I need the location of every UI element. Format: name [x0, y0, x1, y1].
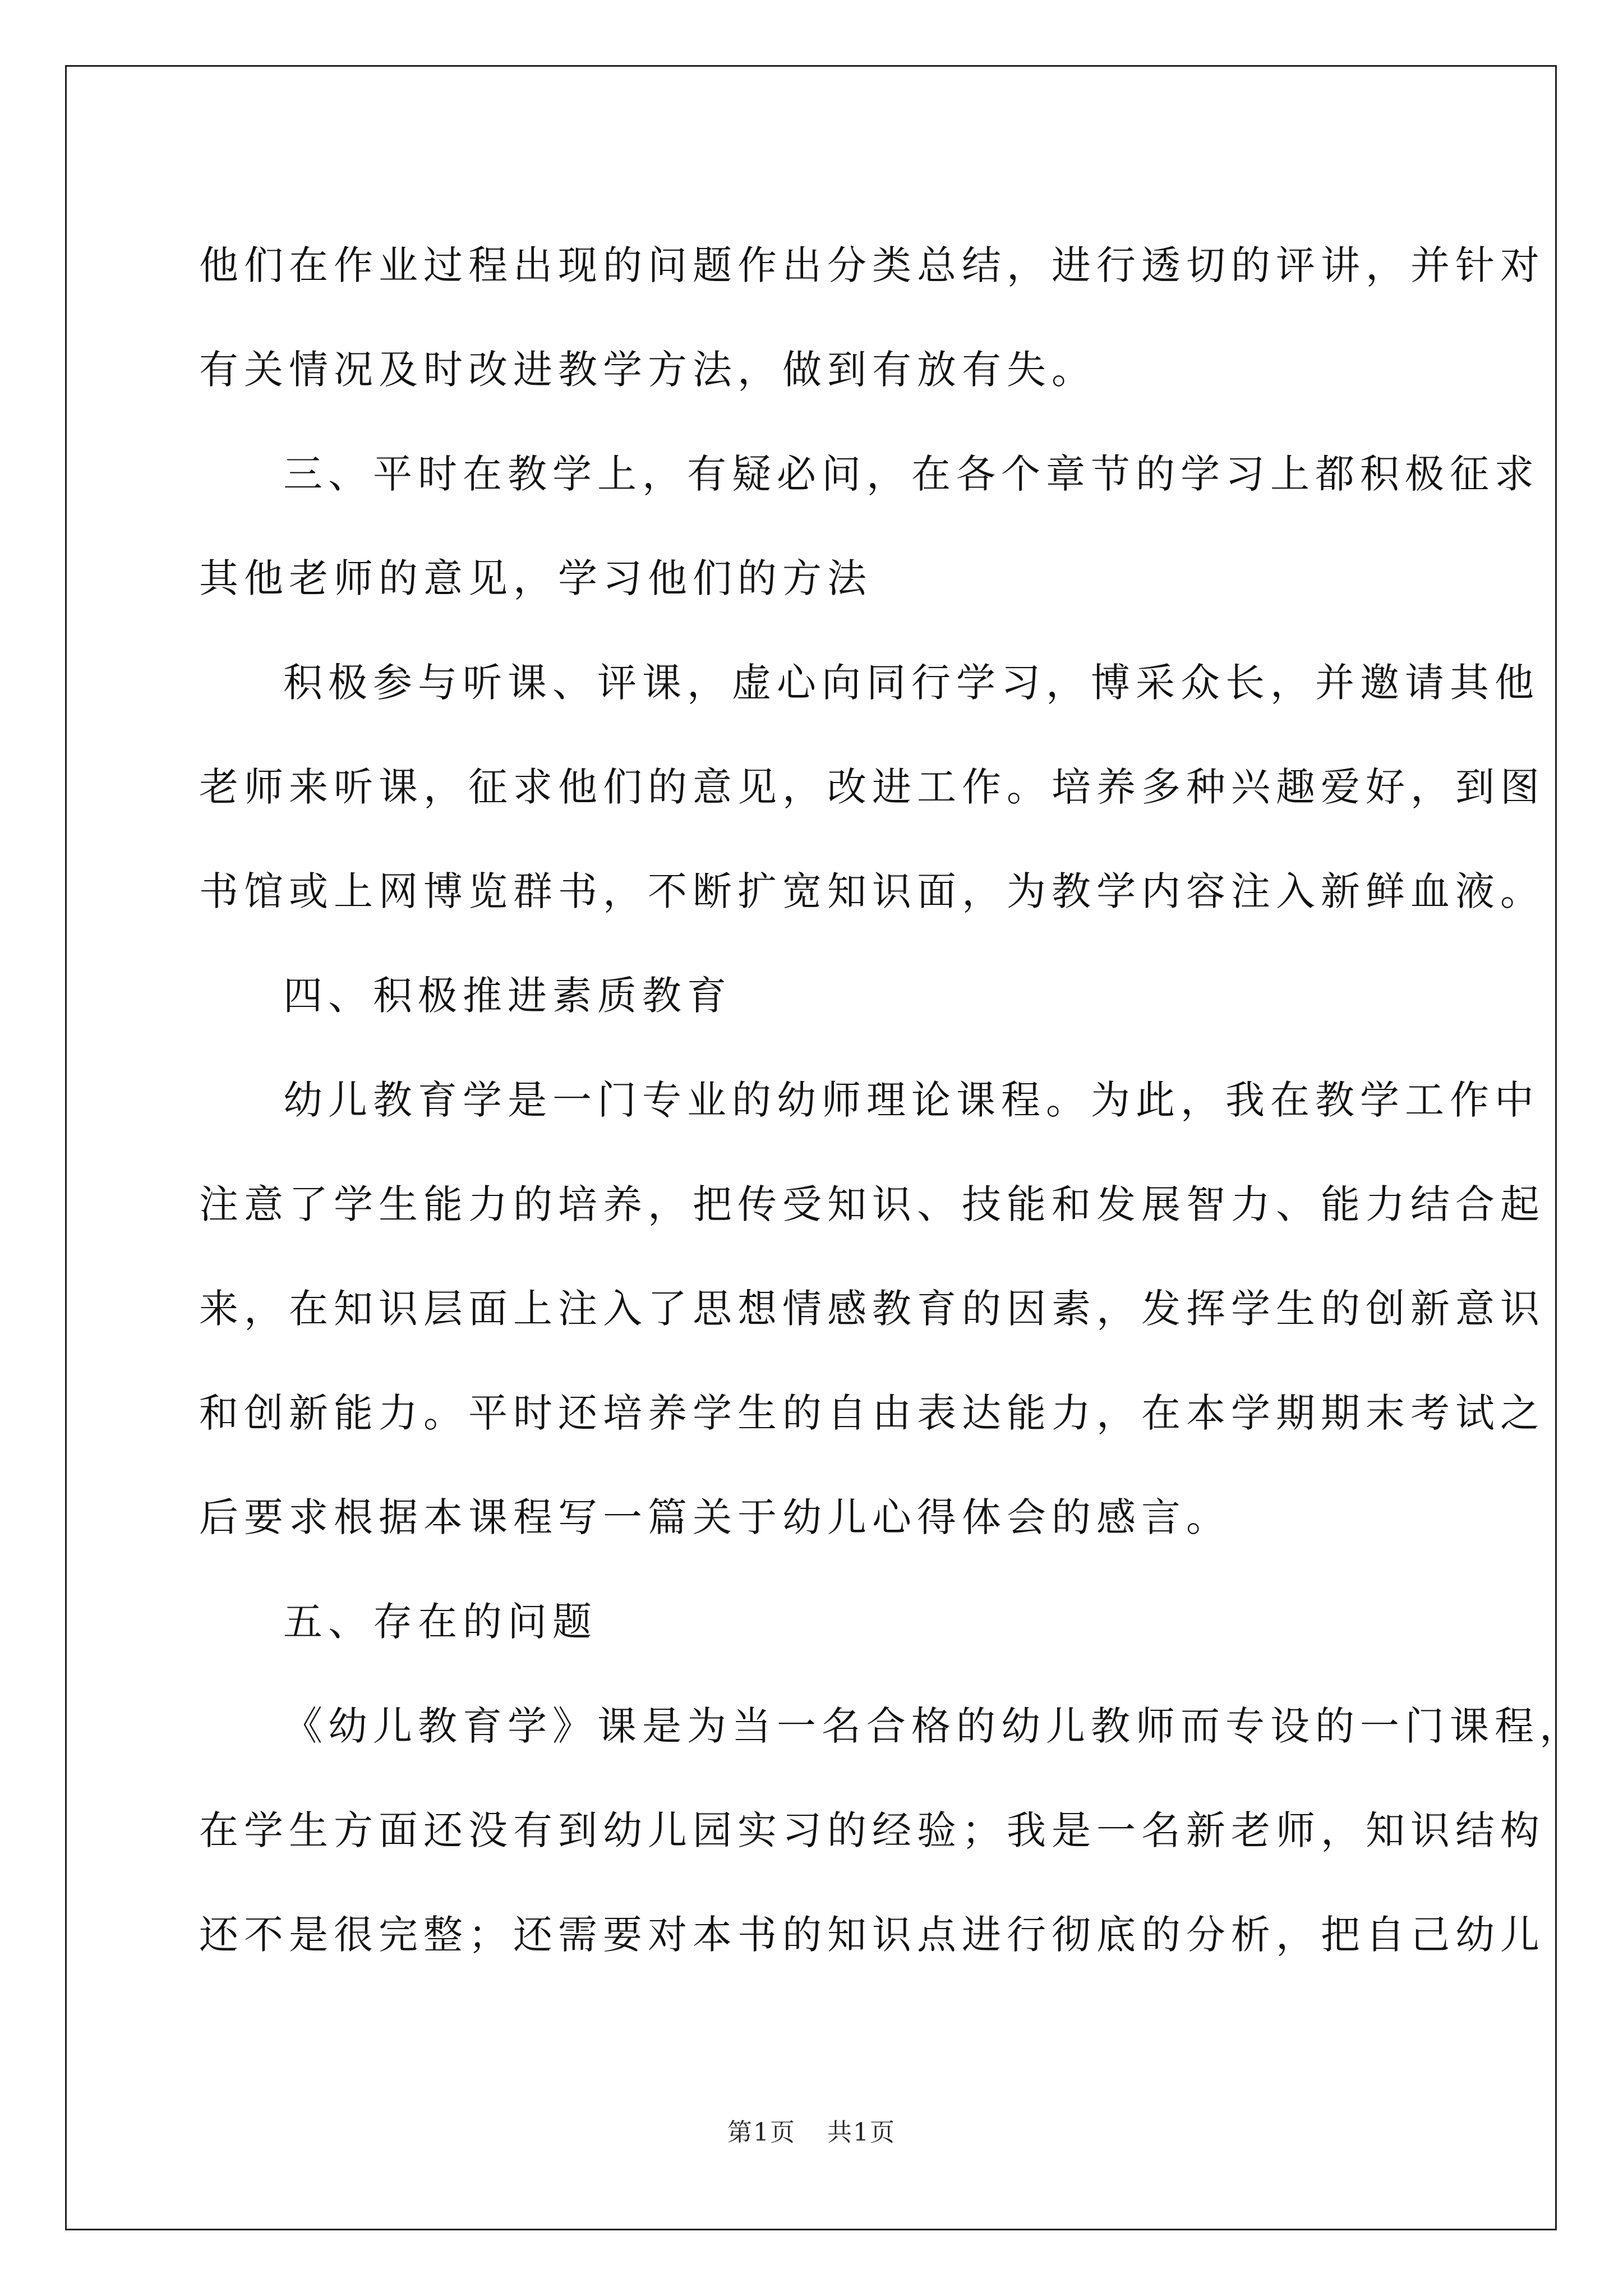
- text-line: 来，在知识层面上注入了思想情感教育的因素，发挥学生的创新意识: [199, 1286, 1545, 1332]
- text-line: 还不是很完整；还需要对本书的知识点进行彻底的分析，把自己幼儿: [199, 1912, 1545, 1958]
- text-line: 在学生方面还没有到幼儿园实习的经验；我是一名新老师，知识结构: [199, 1807, 1545, 1853]
- page-number: 第1页: [727, 2118, 796, 2147]
- text-line: 积极参与听课、评课，虚心向同行学习，博采众长，并邀请其他: [283, 660, 1539, 706]
- page-footer: [0, 2112, 1623, 2148]
- page-total: 共1页: [827, 2118, 896, 2147]
- text-line: 他们在作业过程出现的问题作出分类总结，进行透切的评讲，并针对: [199, 242, 1545, 288]
- text-line: 老师来听课，征求他们的意见，改进工作。培养多种兴趣爱好，到图: [199, 764, 1545, 810]
- text-line: 《幼儿教育学》课是为当一名合格的幼儿教师而专设的一门课程，: [283, 1703, 1584, 1749]
- section-heading: 五、存在的问题: [283, 1599, 597, 1645]
- section-heading: 三、平时在教学上，有疑必问，在各个章节的学习上都积极征求: [283, 451, 1539, 497]
- text-line: 有关情况及时改进教学方法，做到有放有失。: [199, 347, 1096, 393]
- document-body: [199, 213, 1584, 1987]
- text-line: 幼儿教育学是一门专业的幼师理论课程。为此，我在教学工作中: [283, 1077, 1539, 1123]
- text-line: 书馆或上网博览群书，不断扩宽知识面，为教学内容注入新鲜血液。: [199, 868, 1545, 914]
- section-heading: 四、积极推进素质教育: [283, 973, 732, 1019]
- text-line: 后要求根据本课程写一篇关于幼儿心得体会的感言。: [199, 1494, 1231, 1540]
- text-line: 其他老师的意见，学习他们的方法: [199, 555, 872, 601]
- text-line: 注意了学生能力的培养，把传受知识、技能和发展智力、能力结合起: [199, 1181, 1545, 1227]
- text-line: 和创新能力。平时还培养学生的自由表达能力，在本学期期末考试之: [199, 1390, 1545, 1436]
